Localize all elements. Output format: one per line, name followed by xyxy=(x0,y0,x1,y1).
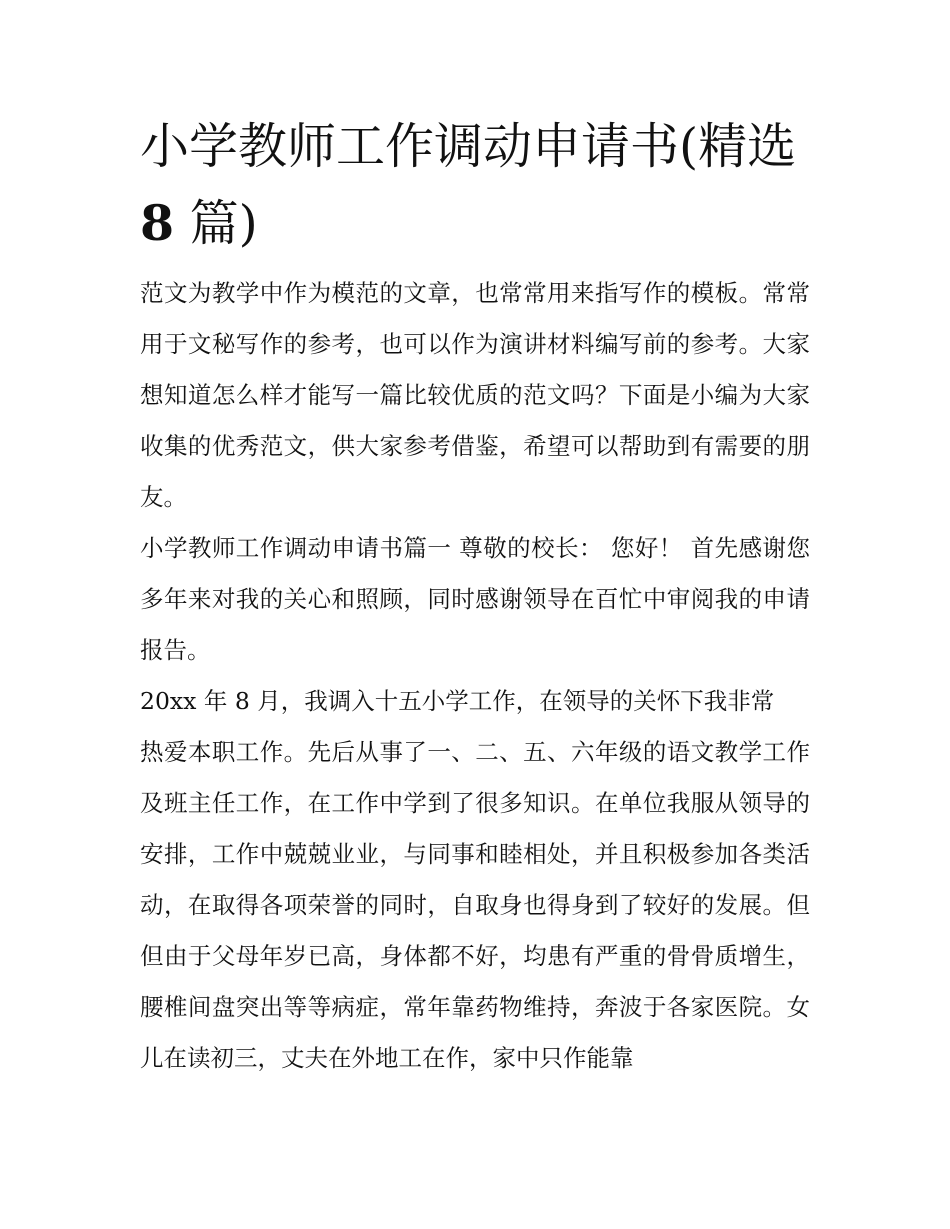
document-title xyxy=(140,108,810,262)
title-line-2: 篇) xyxy=(174,195,258,252)
paragraph-intro: 范文为教学中作为模范的文章，也常常用来指写作的模板。常常用于文秘写作的参考，也可以作为演讲材料编写前的参考。大家想知道怎么样才能写一篇比较优质的范文吗？下面是小编为大家收集的优秀范文，供大家参考借鉴，希望可以帮助到有需要的朋友。 xyxy=(140,279,810,511)
paragraph-letter-body: 20xx 年 8 月，我调入十五小学工作，在领导的关怀下我非常 热爱本职工作。先后从事了一、二、五、六年级的语文教学工作及班主任工作，在工作中学到了很多知识。在单位我服从领导的安排，工作中兢兢业业，与同事和睦相处，并且积极参加各类活动，在取得各项荣誉的同时，自取身也得身到了较好的发展。但但由于父母年岁已高，身体都不好，均患有严重的骨骨质增生，腰椎间盘突出等等病症，常年靠药物维持，奔波于各家医院。女儿在读初三，丈夫在外地工在作，家中只作能靠 xyxy=(140,687,810,1072)
paragraph-letter-opening: 小学教师工作调动申请书篇一 尊敬的校长： 您好！ 首先感谢您多年来对我的关心和照顾，同时感谢领导在百忙中审阅我的申请报告。 xyxy=(140,534,810,664)
title-line-1: 小学教师工作调动申请书(精选 xyxy=(140,118,797,175)
title-number: 8 xyxy=(140,194,175,252)
